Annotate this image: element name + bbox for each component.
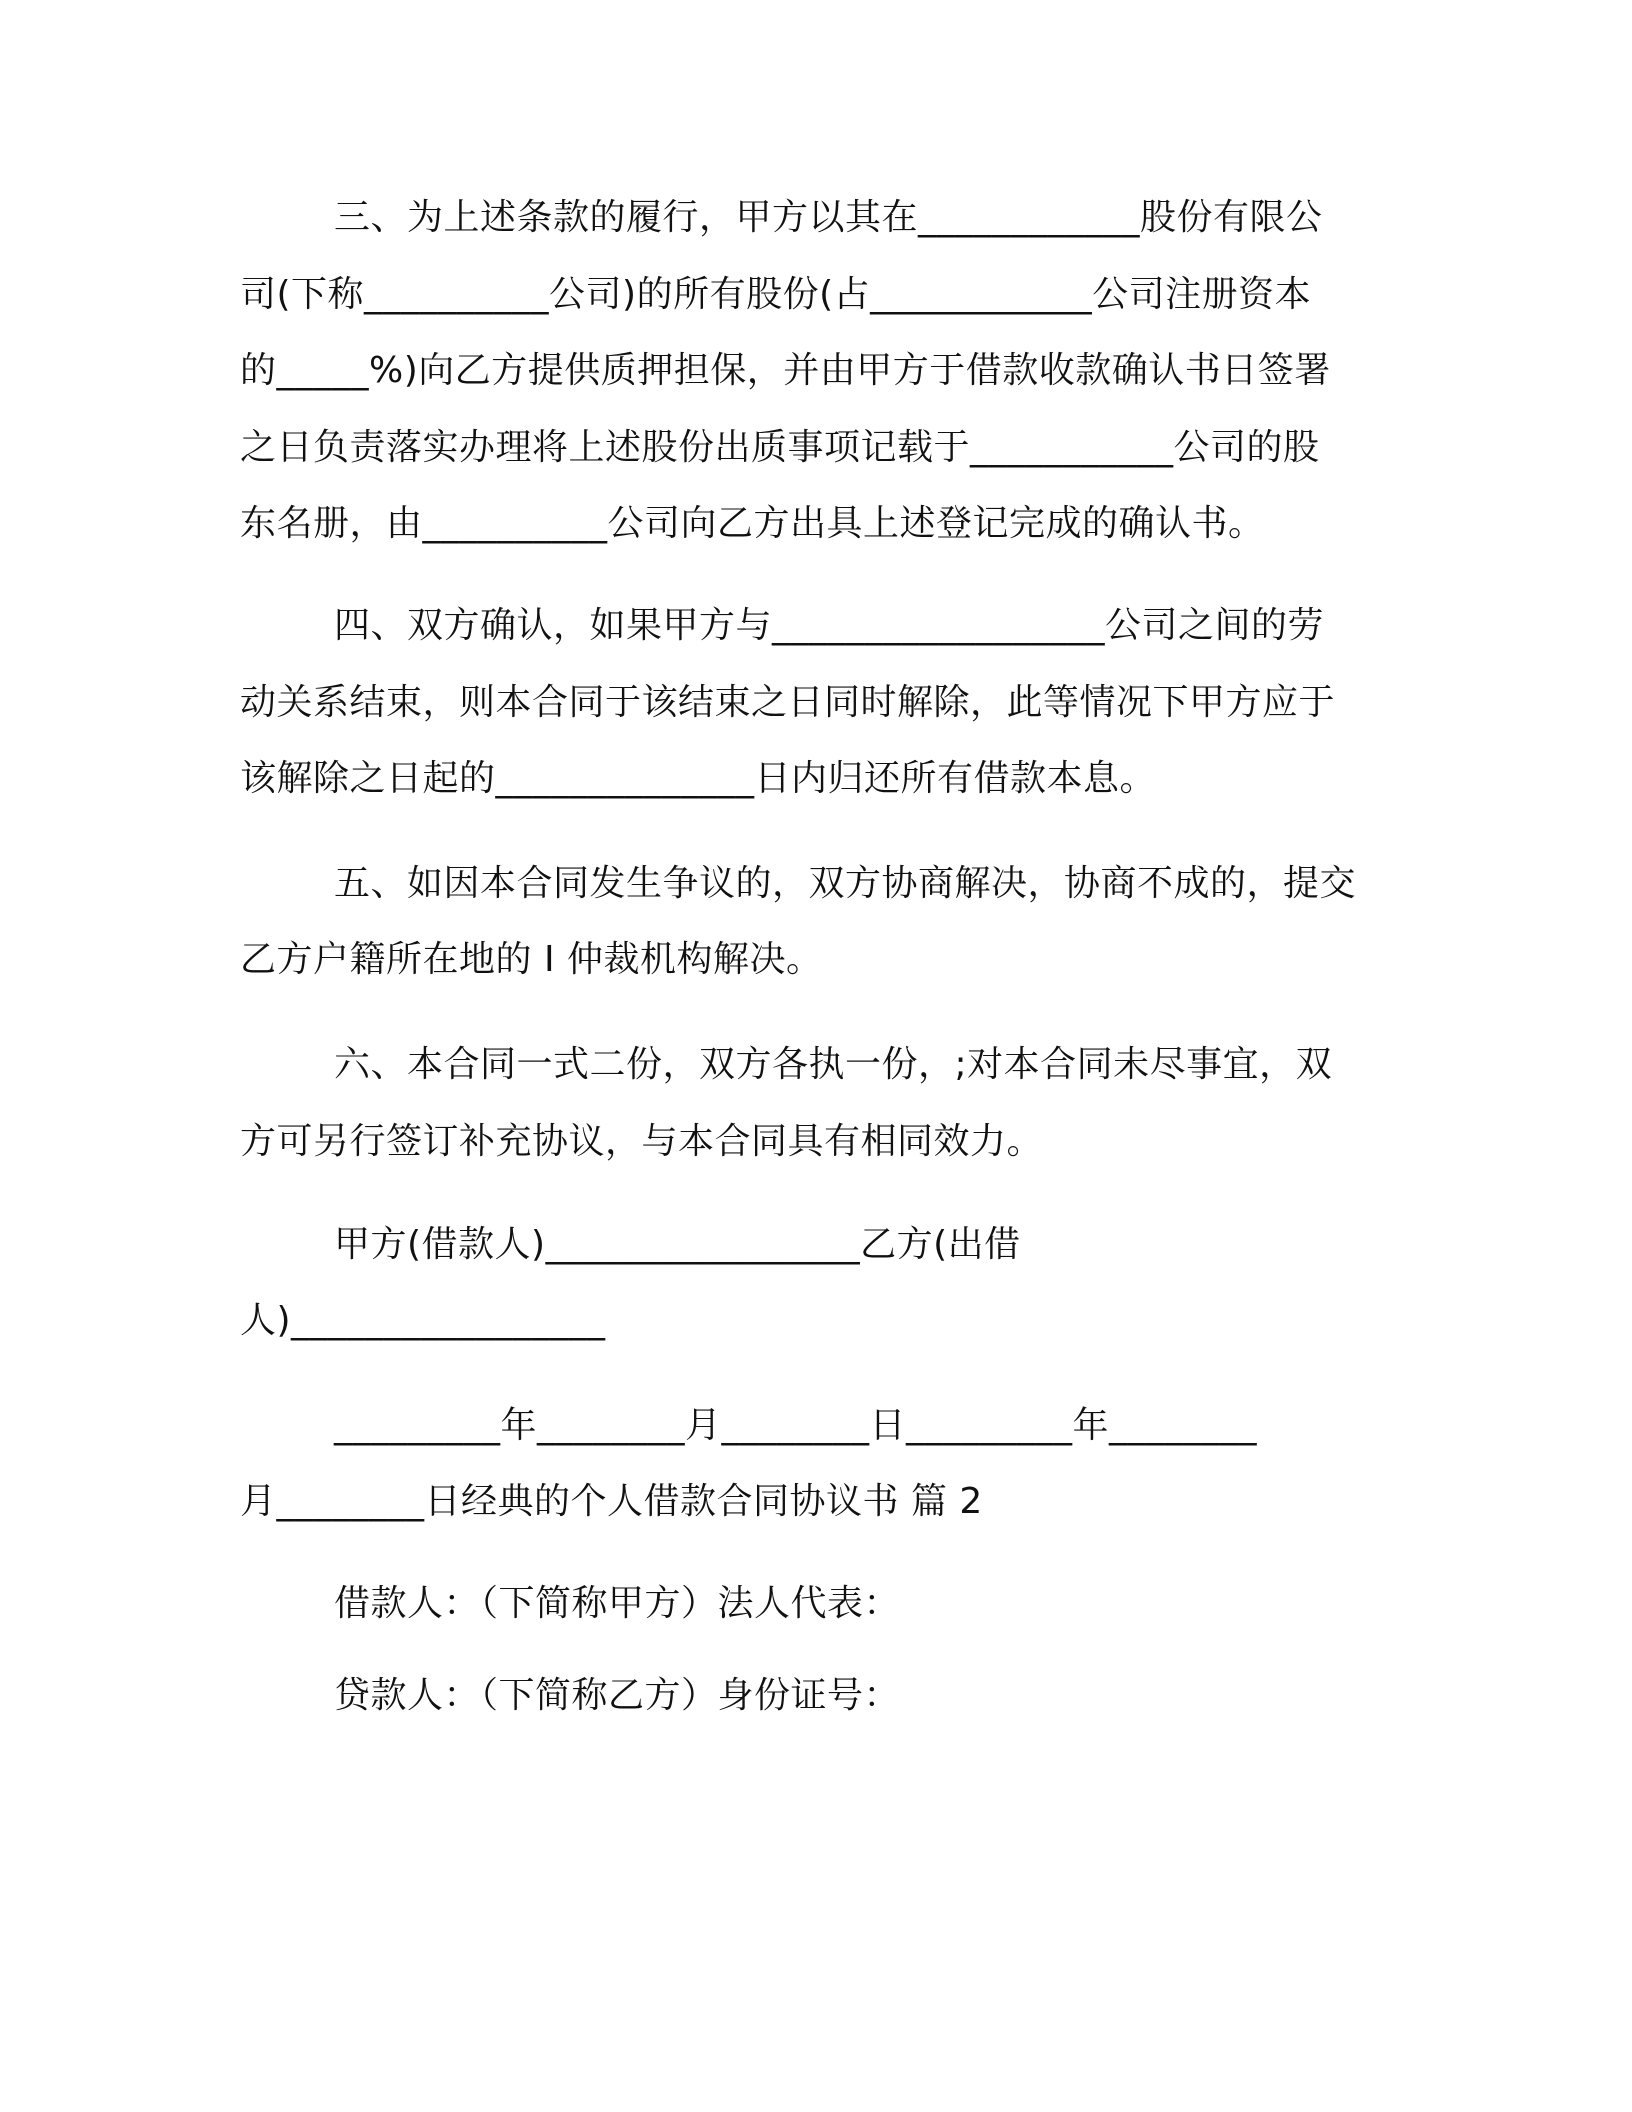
signature-line-1: 甲方(借款人)_________________乙方(出借 [334,1224,1021,1265]
clause-3-line-5: 东名册，由__________公司向乙方出具上述登记完成的确认书。 [240,503,1265,544]
date-line-2-section-title: 月________日经典的个人借款合同协议书 篇 2 [240,1481,983,1522]
clause-4-line-1: 四、双方确认，如果甲方与__________________公司之间的劳 [334,605,1325,646]
lender-line: 贷款人：（下简称乙方）身份证号： [334,1675,901,1716]
signature-line-2: 人)_________________ [240,1300,606,1341]
clause-3-line-3: 的_____%)向乙方提供质押担保，并由甲方于借款收款确认书日签署 [240,350,1331,391]
clause-5-line-2: 乙方户籍所在地的 I 仲裁机构解决。 [240,939,823,980]
clause-3-line-4: 之日负责落实办理将上述股份出质事项记载于___________公司的股 [240,427,1320,468]
clause-5-line-1: 五、如因本合同发生争议的，双方协商解决，协商不成的，提交 [334,863,1357,904]
clause-4-line-3: 该解除之日起的______________日内归还所有借款本息。 [240,758,1157,799]
clause-6-line-2: 方可另行签订补充协议，与本合同具有相同效力。 [240,1121,1044,1162]
borrower-line: 借款人：（下简称甲方）法人代表： [334,1583,901,1624]
date-line-1: _________年________月________日_________年________ [334,1405,1257,1446]
clause-4-line-2: 动关系结束，则本合同于该结束之日同时解除，此等情况下甲方应于 [240,682,1336,723]
clause-6-line-1: 六、本合同一式二份，双方各执一份，;对本合同未尽事宜，双 [334,1044,1333,1085]
clause-3-line-1: 三、为上述条款的履行，甲方以其在____________股份有限公 [334,197,1323,238]
clause-3-line-2: 司(下称__________公司)的所有股份(占____________公司注册资本 [240,274,1312,315]
